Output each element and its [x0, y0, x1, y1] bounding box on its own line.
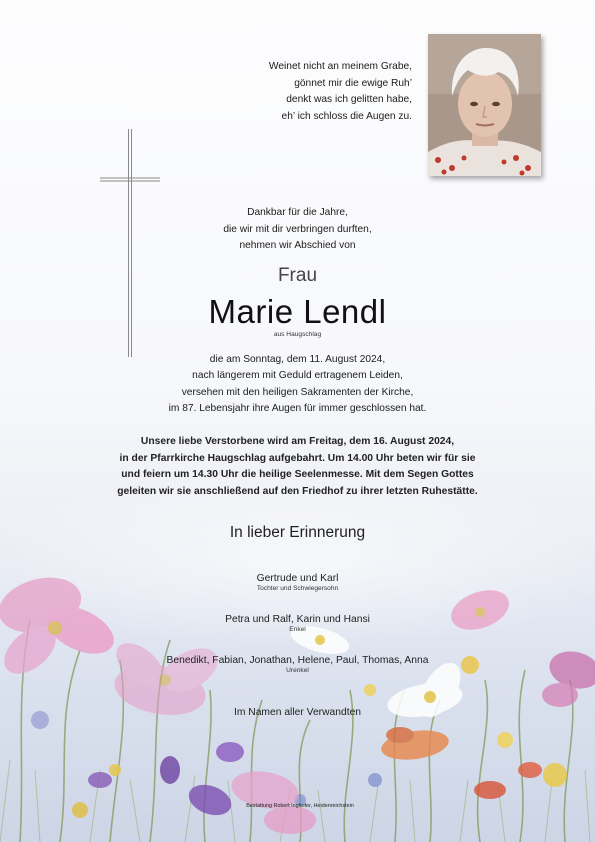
mourner-names: Im Namen aller Verwandten — [233, 707, 362, 718]
memory-heading: In lieber Erinnerung — [229, 524, 366, 541]
mourner-group — [0, 655, 595, 674]
funeral-line: in der Pfarrkirche Haugschlag aufgebahrt. Um 14.00 Uhr beten wir für sie — [119, 452, 476, 464]
intro-line: nehmen wir Abschied von — [239, 240, 356, 252]
salutation: Frau — [277, 265, 318, 286]
mourner-role: Urenkel — [286, 667, 309, 674]
death-notice-line: nach längerem mit Geduld ertragenem Leiden, — [192, 370, 403, 382]
death-notice-line: die am Sonntag, dem 11. August 2024, — [209, 354, 386, 365]
poem-line: Weinet nicht an meinem Grabe, — [268, 61, 412, 72]
mourner-group — [0, 707, 595, 718]
funeral-line: geleiten wir sie anschließend auf den Friedhof zu ihrer letzten Ruhestätte. — [117, 485, 478, 497]
mourner-role: Enkel — [289, 626, 306, 633]
poem-line: eh’ ich schloss die Augen zu. — [281, 110, 412, 122]
funeral-info — [0, 434, 595, 500]
death-notice — [0, 352, 595, 418]
poem-line: denkt was ich gelitten habe, — [286, 94, 412, 106]
funeral-line: Unsere liebe Verstorbene wird am Freitag, dem 16. August 2024, — [140, 436, 455, 447]
mourner-group — [0, 573, 595, 592]
mourner-role: Tochter und Schwiegersohn — [256, 585, 339, 592]
mourner-group — [0, 614, 595, 633]
intro-text — [0, 205, 595, 255]
intro-line: Dankbar für die Jahre, — [247, 207, 348, 218]
deceased-origin: aus Haugschlag — [273, 331, 322, 338]
death-notice-line: versehen mit den heiligen Sakramenten der Kirche, — [181, 386, 414, 398]
mourner-names: Gertrude und Karl — [256, 573, 339, 584]
deceased-name: Marie Lendl — [208, 293, 387, 330]
death-notice-line: im 87. Lebensjahr ihre Augen für immer geschlossen hat. — [168, 403, 427, 415]
mourner-names: Petra und Ralf, Karin und Hansi — [225, 614, 370, 625]
poem-line: gönnet mir die ewige Ruh’ — [294, 77, 412, 89]
intro-line: die wir mit dir verbringen durften, — [223, 223, 372, 235]
undertaker-credit: Bestattung Robert Inghofer, Heidenreichstein — [246, 803, 354, 809]
poem — [152, 59, 412, 125]
funeral-line: und feiern um 14.30 Uhr die heilige Seelenmesse. Mit dem Segen Gottes — [121, 469, 474, 481]
mourner-names: Benedikt, Fabian, Jonathan, Helene, Paul, Thomas, Anna — [166, 655, 429, 666]
portrait-photo-icon — [428, 34, 541, 176]
